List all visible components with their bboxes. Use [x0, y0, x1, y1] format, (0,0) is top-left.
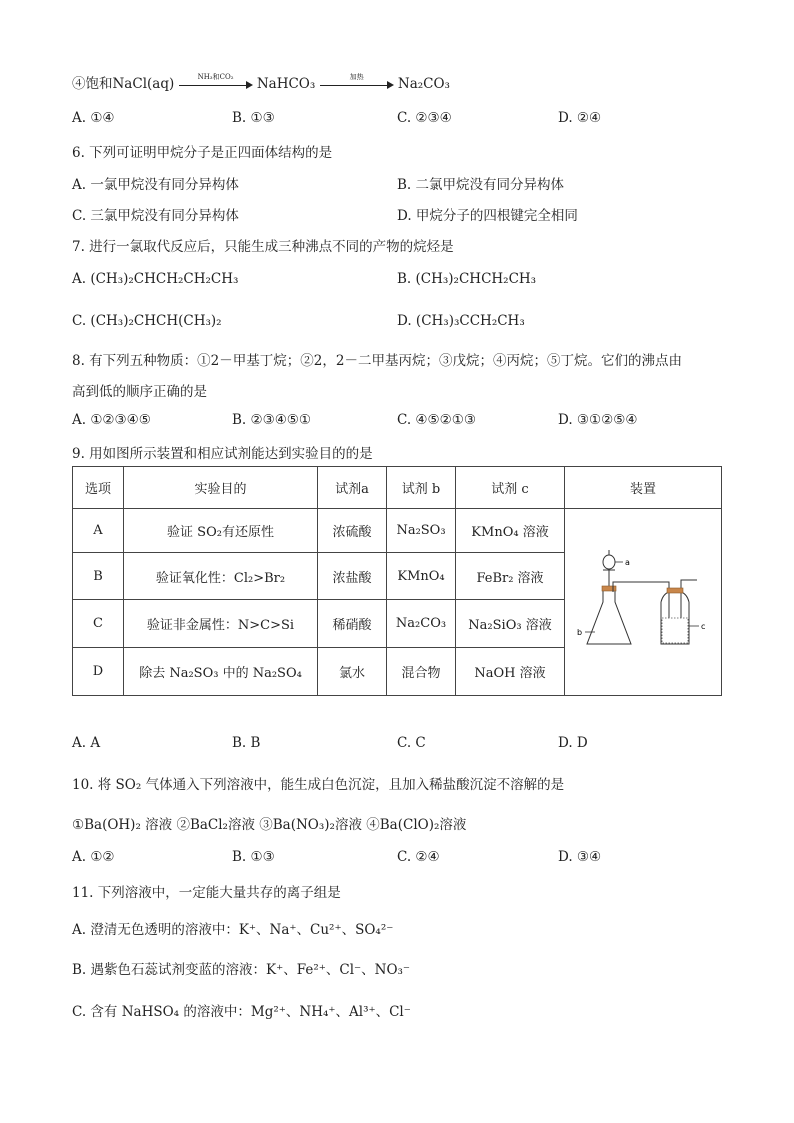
row-d-purpose: 除去 Na₂SO₃ 中的 Na₂SO₄: [124, 648, 318, 696]
q7-option-a[interactable]: A. (CH₃)₂CHCH₂CH₂CH₃: [72, 271, 239, 287]
q5-option-c[interactable]: C. ②③④: [397, 110, 452, 126]
q5-option-a[interactable]: A. ①④: [72, 110, 115, 126]
table-header-row: [73, 467, 722, 509]
row-d-option: D: [73, 648, 124, 696]
q8-option-a[interactable]: A. ①②③④⑤: [72, 412, 151, 428]
q10-stem: 10. 将 SO₂ 气体通入下列溶液中，能生成白色沉淀，且加入稀盐酸沉淀不溶解的是: [72, 777, 565, 793]
q5-item4: [72, 72, 450, 92]
q10-option-c[interactable]: C. ②④: [397, 849, 440, 865]
q6-stem: 6. 下列可证明甲烷分子是正四面体结构的是: [72, 145, 333, 161]
row-c-purpose: 验证非金属性：N>C>Si: [124, 600, 318, 648]
q9-option-c[interactable]: C. C: [397, 735, 426, 751]
table-row: [73, 509, 722, 553]
label-b: b: [577, 628, 583, 637]
label-c: c: [701, 622, 706, 631]
q8-option-b[interactable]: B. ②③④⑤①: [232, 412, 312, 428]
reaction-arrow-1: [179, 72, 253, 92]
row-d-reagent-b: 混合物: [387, 648, 456, 696]
arrow-2-condition: 加热: [349, 72, 364, 81]
q5-item4-mid: NaHCO₃: [256, 76, 316, 92]
row-c-reagent-b: Na₂CO₃: [387, 600, 456, 648]
header-option: 选项: [73, 467, 124, 509]
q9-option-d[interactable]: D. D: [558, 735, 588, 751]
q5-item4-end: Na₂CO₃: [397, 76, 450, 92]
q11-option-b[interactable]: B. 遇紫色石蕊试剂变蓝的溶液：K⁺、Fe²⁺、Cl⁻、NO₃⁻: [72, 962, 411, 978]
q9-option-b[interactable]: B. B: [232, 735, 261, 751]
q6-option-b[interactable]: B. 二氯甲烷没有同分异构体: [397, 177, 565, 193]
row-c-reagent-a: 稀硝酸: [318, 600, 387, 648]
q5-option-b[interactable]: B. ①③: [232, 110, 275, 126]
q11-option-c[interactable]: C. 含有 NaHSO₄ 的溶液中：Mg²⁺、NH₄⁺、Al³⁺、Cl⁻: [72, 1004, 411, 1020]
q10-option-b[interactable]: B. ①③: [232, 849, 275, 865]
header-apparatus: 装置: [565, 467, 722, 509]
row-b-reagent-c: FeBr₂ 溶液: [456, 553, 565, 600]
q8-option-c[interactable]: C. ④⑤②①③: [397, 412, 476, 428]
q6-option-c[interactable]: C. 三氯甲烷没有同分异构体: [72, 208, 239, 224]
row-b-purpose: 验证氧化性：Cl₂>Br₂: [124, 553, 318, 600]
q6-option-d[interactable]: D. 甲烷分子的四根键完全相同: [397, 208, 578, 224]
q7-option-b[interactable]: B. (CH₃)₂CHCH₂CH₃: [397, 271, 537, 287]
q9-option-a[interactable]: A. A: [72, 735, 101, 751]
row-a-reagent-a: 浓硫酸: [318, 509, 387, 553]
row-c-option: C: [73, 600, 124, 648]
q7-stem: 7. 进行一氯取代反应后，只能生成三种沸点不同的产物的烷烃是: [72, 239, 454, 255]
header-reagent-a: 试剂a: [318, 467, 387, 509]
header-reagent-b: 试剂 b: [387, 467, 456, 509]
row-a-purpose: 验证 SO₂有还原性: [124, 509, 318, 553]
label-a: a: [625, 558, 630, 567]
header-reagent-c: 试剂 c: [456, 467, 565, 509]
apparatus-cell: [565, 509, 722, 696]
q9-table: [72, 466, 722, 696]
row-c-reagent-c: Na₂SiO₃ 溶液: [456, 600, 565, 648]
q11-option-a[interactable]: A. 澄清无色透明的溶液中：K⁺、Na⁺、Cu²⁺、SO₄²⁻: [72, 922, 394, 938]
row-b-reagent-b: KMnO₄: [387, 553, 456, 600]
q8-stem-line1: 8. 有下列五种物质：①2－甲基丁烷；②2，2－二甲基丙烷；③戊烷；④丙烷；⑤丁烷。它们的沸点由: [72, 353, 682, 369]
arrow-1-condition: NH₃和CO₂: [197, 72, 234, 81]
apparatus-diagram: [573, 540, 713, 660]
reaction-arrow-2: [320, 72, 394, 92]
q11-stem: 11. 下列溶液中，一定能大量共存的离子组是: [72, 885, 341, 901]
row-b-reagent-a: 浓盐酸: [318, 553, 387, 600]
q7-option-c[interactable]: C. (CH₃)₂CHCH(CH₃)₂: [72, 313, 222, 329]
q7-option-d[interactable]: D. (CH₃)₃CCH₂CH₃: [397, 313, 525, 329]
q8-option-d[interactable]: D. ③①②⑤④: [558, 412, 638, 428]
row-b-option: B: [73, 553, 124, 600]
q10-option-d[interactable]: D. ③④: [558, 849, 602, 865]
header-purpose: 实验目的: [124, 467, 318, 509]
q10-items: ①Ba(OH)₂ 溶液 ②BaCl₂溶液 ③Ba(NO₃)₂溶液 ④Ba(ClO)₂溶液: [72, 817, 467, 833]
row-d-reagent-a: 氯水: [318, 648, 387, 696]
row-a-option: A: [73, 509, 124, 553]
q10-option-a[interactable]: A. ①②: [72, 849, 115, 865]
q9-stem: 9. 用如图所示装置和相应试剂能达到实验目的的是: [72, 446, 373, 462]
row-a-reagent-c: KMnO₄ 溶液: [456, 509, 565, 553]
q5-option-d[interactable]: D. ②④: [558, 110, 602, 126]
q5-item4-prefix: ④饱和NaCl(aq): [72, 76, 175, 92]
q6-option-a[interactable]: A. 一氯甲烷没有同分异构体: [72, 177, 239, 193]
q8-stem-line2: 高到低的顺序正确的是: [72, 384, 207, 400]
row-a-reagent-b: Na₂SO₃: [387, 509, 456, 553]
row-d-reagent-c: NaOH 溶液: [456, 648, 565, 696]
